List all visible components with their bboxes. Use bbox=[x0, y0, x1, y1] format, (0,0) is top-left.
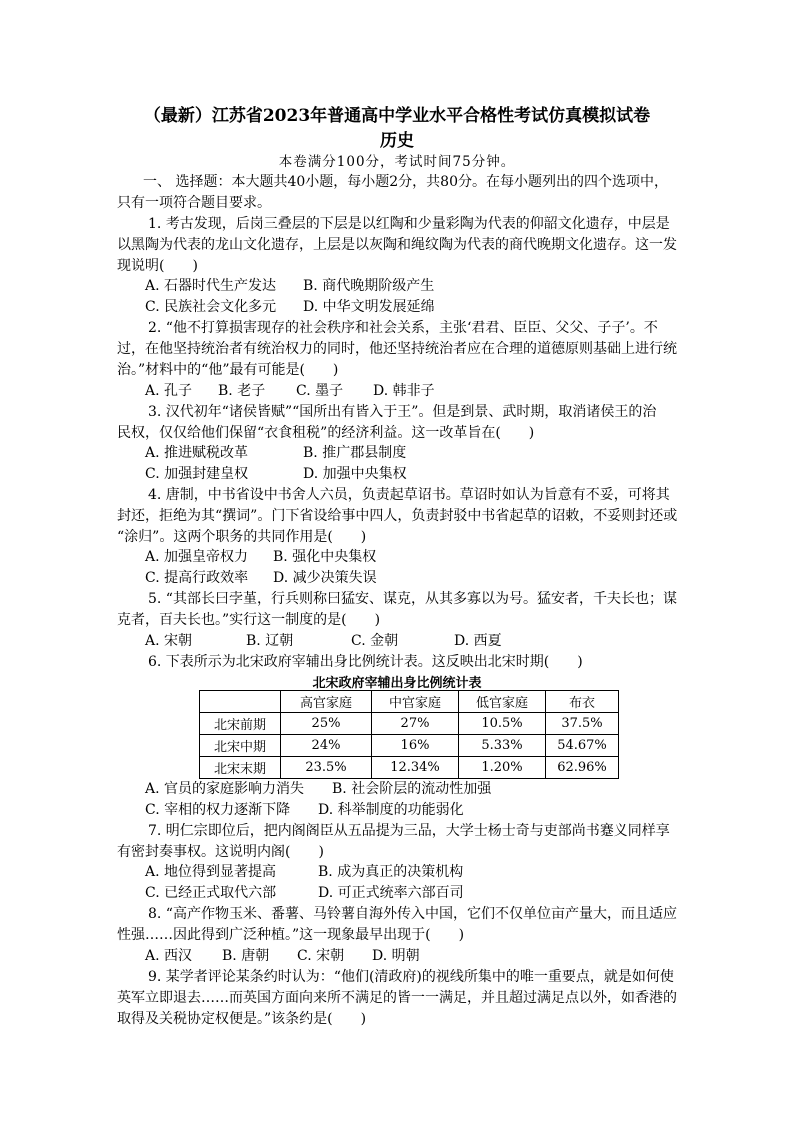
q3-option-a: A. 推进赋税改革 bbox=[145, 445, 249, 461]
q7-option-c: C. 已经正式取代六部 bbox=[145, 885, 277, 901]
q8-option-c: C. 宋朝 bbox=[297, 948, 345, 964]
q7-text-2: 有密封奏事权。这说明内阁( ) bbox=[117, 844, 324, 860]
table-cell: 37.5% bbox=[546, 713, 619, 735]
q2-text-1: 2. “他不打算损害现存的社会秩序和社会关系，主张‘君君、臣臣、父父、子子’。不 bbox=[148, 320, 658, 336]
q4-option-b: B. 强化中央集权 bbox=[273, 549, 377, 565]
table-header-cell: 高官家庭 bbox=[281, 691, 372, 713]
table-row bbox=[200, 735, 619, 757]
table-cell: 北宋前期 bbox=[200, 713, 281, 735]
table-cell: 24% bbox=[281, 735, 372, 757]
q7-option-d: D. 可正式统率六部百司 bbox=[318, 885, 464, 901]
q2-text-3: 治。”材料中的“他”最有可能是( ) bbox=[117, 362, 339, 378]
q7-option-a: A. 地位得到显著提高 bbox=[145, 864, 277, 880]
q8-option-d: D. 明朝 bbox=[372, 948, 420, 964]
section-heading-cont: 只有一项符合题目要求。 bbox=[117, 195, 271, 211]
table-cell: 27% bbox=[372, 713, 459, 735]
table-cell: 10.5% bbox=[459, 713, 546, 735]
table-header-cell: 布衣 bbox=[546, 691, 619, 713]
table-cell: 1.20% bbox=[459, 757, 546, 779]
q5-option-c: C. 金朝 bbox=[351, 633, 399, 649]
q3-text-2: 民权，仅仅给他们保留“衣食租税”的经济利益。这一改革旨在( ) bbox=[117, 425, 535, 441]
q7-text-1: 7. 明仁宗即位后，把内阁阁臣从五品提为三品，大学士杨士奇与吏部尚书蹇义同样享 bbox=[148, 823, 670, 839]
q4-option-d: D. 减少决策失误 bbox=[273, 570, 377, 586]
q4-text-2: 封还，拒绝为其“撰词”。门下省设给事中四人，负责封驳中书省起草的诏敕，不妥则封还或 bbox=[117, 508, 678, 524]
q4-text-1: 4. 唐制，中书省设中书舍人六员，负责起草诏书。草诏时如认为旨意有不妥，可将其 bbox=[148, 487, 670, 503]
q4-text-3: “涂归”。这两个职务的共同作用是( ) bbox=[117, 529, 367, 545]
table-header-row bbox=[200, 691, 619, 713]
table-cell: 25% bbox=[281, 713, 372, 735]
statistics-table bbox=[199, 690, 619, 779]
section-heading: 一、 选择题：本大题共40小题，每小题2分，共80分。在每小题列出的四个选项中， bbox=[143, 174, 668, 190]
table-cell: 5.33% bbox=[459, 735, 546, 757]
q2-option-d: D. 韩非子 bbox=[373, 383, 435, 399]
q8-option-a: A. 西汉 bbox=[145, 948, 193, 964]
table-cell: 23.5% bbox=[281, 757, 372, 779]
q1-option-b: B. 商代晚期阶级产生 bbox=[303, 278, 435, 294]
table-cell: 62.96% bbox=[546, 757, 619, 779]
q9-text-3: 取得及关税协定权便是。”该条约是( ) bbox=[117, 1011, 367, 1027]
q6-option-d: D. 科举制度的功能弱化 bbox=[318, 802, 464, 818]
table-header-cell: 中官家庭 bbox=[372, 691, 459, 713]
table-cell: 12.34% bbox=[372, 757, 459, 779]
q1-option-d: D. 中华文明发展延绵 bbox=[303, 299, 435, 315]
q6-text-1: 6. 下表所示为北宋政府宰辅出身比例统计表。这反映出北宋时期( ) bbox=[148, 654, 583, 670]
q1-text-1: 1. 考古发现，后岗三叠层的下层是以红陶和少量彩陶为代表的仰韶文化遗存，中层是 bbox=[148, 216, 670, 232]
q8-text-1: 8. “高产作物玉米、番薯、马铃薯自海外传入中国，它们不仅单位亩产量大，而且适应 bbox=[148, 906, 677, 922]
q1-text-3: 现说明( ) bbox=[117, 258, 198, 274]
q9-text-1: 9. 某学者评论某条约时认为：“他们(清政府)的视线所集中的唯一重要点，就是如何使 bbox=[148, 969, 674, 985]
table-cell: 16% bbox=[372, 735, 459, 757]
q3-text-1: 3. 汉代初年“诸侯皆赋”“国所出有皆入于王”。但是到景、武时期，取消诸侯王的治 bbox=[148, 404, 657, 420]
q1-option-c: C. 民族社会文化多元 bbox=[145, 299, 277, 315]
q4-option-c: C. 提高行政效率 bbox=[145, 570, 249, 586]
exam-intro: 本卷满分100分，考试时间75分钟。 bbox=[278, 154, 516, 170]
q8-option-b: B. 唐朝 bbox=[222, 948, 270, 964]
q9-text-2: 英军立即退去……而英国方面向来所不满足的皆一一满足，并且超过满足点以外，如香港的 bbox=[117, 990, 677, 1006]
table-cell: 北宋中期 bbox=[200, 735, 281, 757]
q5-text-2: 克者，百夫长也。”实行这一制度的是( ) bbox=[117, 612, 381, 628]
q5-text-1: 5. “其部长曰孛堇，行兵则称曰猛安、谋克，从其多寡以为号。猛安者，千夫长也；谋 bbox=[148, 591, 677, 607]
table-cell: 北宋末期 bbox=[200, 757, 281, 779]
exam-title: （最新）江苏省2023年普通高中学业水平合格性考试仿真模拟试卷 bbox=[143, 106, 651, 126]
subject-title: 历史 bbox=[380, 131, 414, 151]
q3-option-b: B. 推广郡县制度 bbox=[303, 445, 407, 461]
q6-option-c: C. 宰相的权力逐渐下降 bbox=[145, 802, 291, 818]
q2-text-2: 过，在他坚持统治者有统治权力的同时，他还坚持统治者应在合理的道德原则基础上进行统 bbox=[117, 341, 677, 357]
q8-text-2: 性强……因此得到广泛种植。”这一现象最早出现于( ) bbox=[117, 927, 465, 943]
q2-option-b: B. 老子 bbox=[218, 383, 266, 399]
q5-option-a: A. 宋朝 bbox=[145, 633, 193, 649]
q2-option-a: A. 孔子 bbox=[145, 383, 193, 399]
table-row bbox=[200, 757, 619, 779]
q1-option-a: A. 石器时代生产发达 bbox=[145, 278, 277, 294]
q1-text-2: 以黑陶为代表的龙山文化遗存，上层是以灰陶和绳纹陶为代表的商代晚期文化遗存。这一发 bbox=[117, 237, 677, 253]
q2-option-c: C. 墨子 bbox=[296, 383, 344, 399]
table-header-cell bbox=[200, 691, 281, 713]
table-header-cell: 低官家庭 bbox=[459, 691, 546, 713]
table-row bbox=[200, 713, 619, 735]
q3-option-d: D. 加强中央集权 bbox=[303, 466, 407, 482]
table-cell: 54.67% bbox=[546, 735, 619, 757]
q7-option-b: B. 成为真正的决策机构 bbox=[318, 864, 464, 880]
q5-option-d: D. 西夏 bbox=[454, 633, 502, 649]
q6-option-b: B. 社会阶层的流动性加强 bbox=[332, 781, 492, 797]
q3-option-c: C. 加强封建皇权 bbox=[145, 466, 249, 482]
table-title: 北宋政府宰辅出身比例统计表 bbox=[312, 676, 482, 691]
q6-option-a: A. 官员的家庭影响力消失 bbox=[145, 781, 305, 797]
q5-option-b: B. 辽朝 bbox=[246, 633, 294, 649]
q4-option-a: A. 加强皇帝权力 bbox=[145, 549, 249, 565]
